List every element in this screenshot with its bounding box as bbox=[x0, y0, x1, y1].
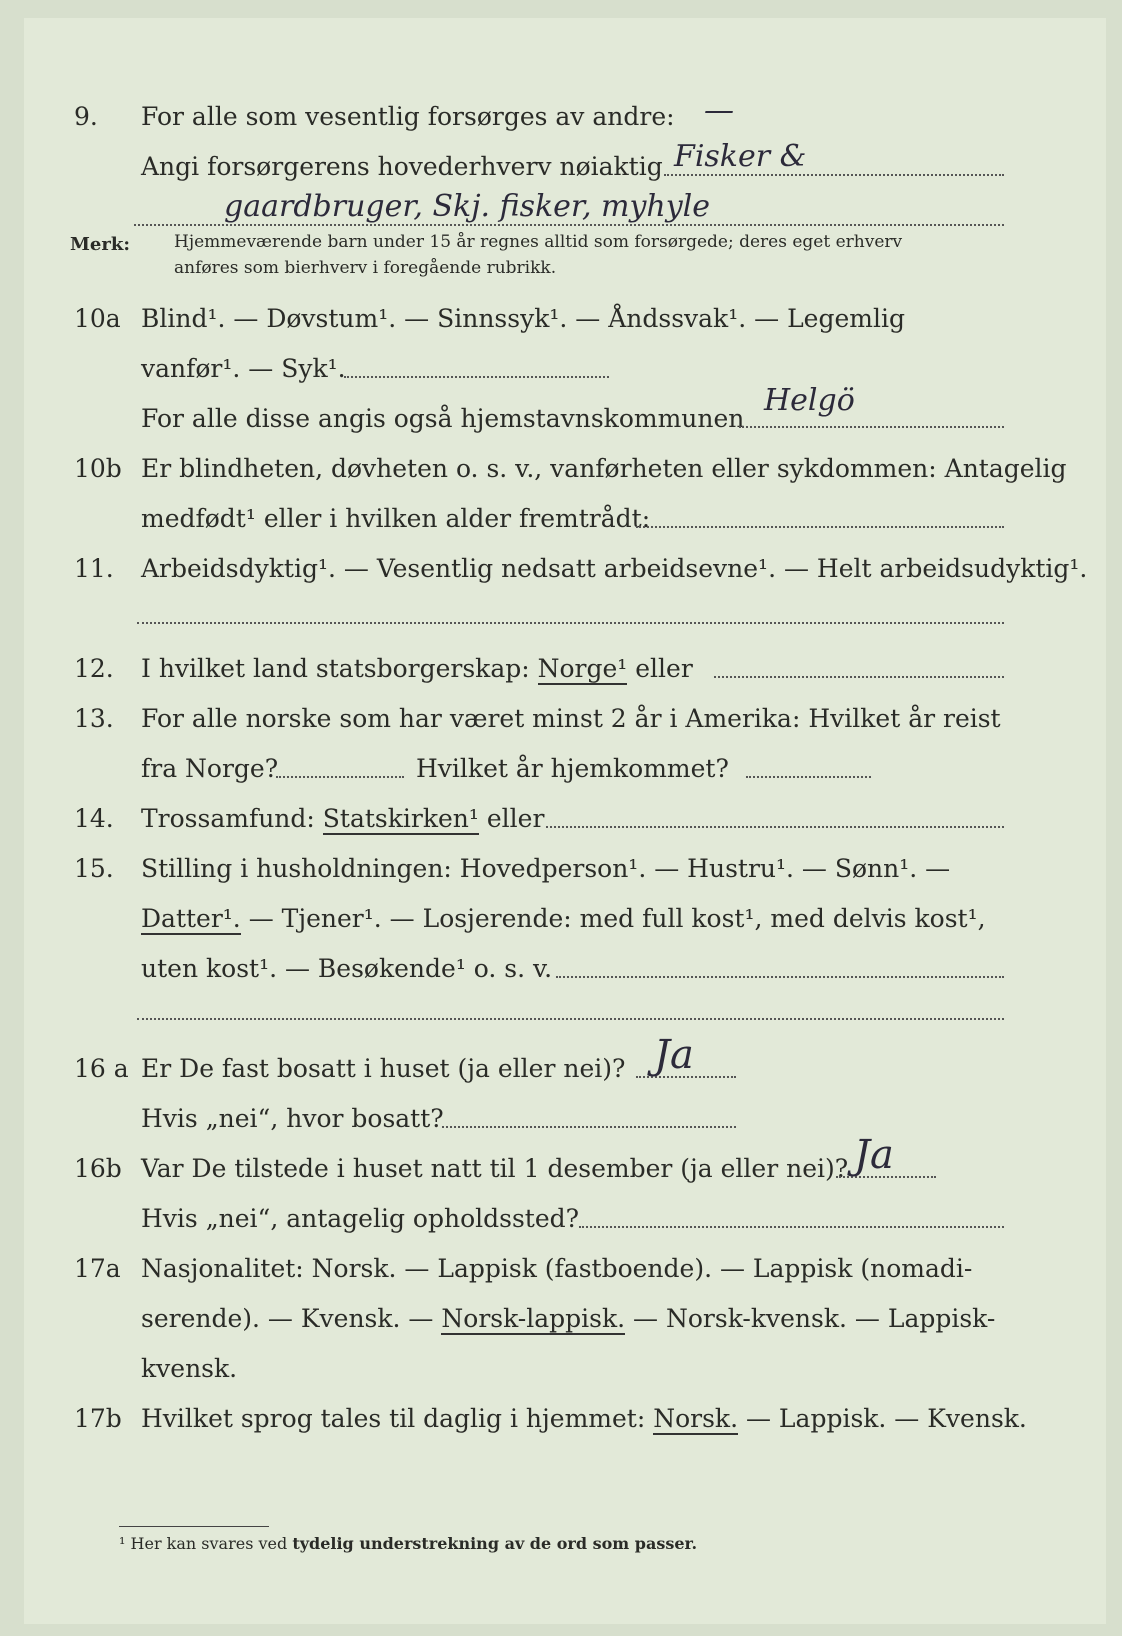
question-text: medfødt¹ eller i hvilken alder fremtrådt: bbox=[141, 504, 651, 533]
note-text: anføres som bierhverv i foregående rubrikk. bbox=[174, 258, 557, 278]
footnote bbox=[119, 1534, 697, 1553]
question-text-post: eller bbox=[635, 654, 693, 683]
answer-line bbox=[137, 1018, 1004, 1020]
answer-line bbox=[579, 1226, 1004, 1228]
question-text: For alle som vesentlig forsørges av andre: bbox=[141, 102, 675, 131]
census-form-page bbox=[24, 18, 1106, 1624]
question-number: 17a bbox=[74, 1254, 121, 1283]
question-text: Blind¹. — Døvstum¹. — Sinnssyk¹. — Åndssvak¹. — Legemlig bbox=[141, 304, 905, 333]
question-text-post: — Norsk-kvensk. — Lappisk- bbox=[633, 1304, 996, 1333]
question-text: Angi forsørgerens hovederhverv nøiaktig bbox=[141, 152, 663, 181]
handwritten-answer: Ja bbox=[654, 1032, 694, 1078]
question-number: 9. bbox=[74, 102, 98, 131]
question-text: Nasjonalitet: Norsk. — Lappisk (fastboende). — Lappisk (nomadi- bbox=[141, 1254, 973, 1283]
answer-line bbox=[556, 976, 1004, 978]
question-text: Er blindheten, døvheten o. s. v., vanførheten eller sykdommen: Antagelig bbox=[141, 454, 1067, 483]
handwritten-answer: Ja bbox=[854, 1132, 894, 1178]
answer-line bbox=[276, 776, 404, 778]
question-text bbox=[141, 1304, 995, 1334]
question-number: 16 a bbox=[74, 1054, 129, 1083]
question-text-post: — Lappisk. — Kvensk. bbox=[745, 1404, 1027, 1433]
handwritten-answer: gaardbruger, Skj. fisker, myhyle bbox=[224, 189, 711, 224]
question-text-pre: Hvilket sprog tales til daglig i hjemmet: bbox=[141, 1404, 646, 1433]
question-number: 17b bbox=[74, 1404, 122, 1433]
note-label: Merk: bbox=[70, 234, 130, 255]
footnote-text: Her kan svares ved bbox=[130, 1534, 288, 1553]
question-text: Stilling i husholdningen: Hovedperson¹. — Hustru¹. — Sønn¹. — bbox=[141, 854, 951, 883]
answer-line bbox=[344, 376, 609, 378]
question-text: For alle norske som har været minst 2 år i Amerika: Hvilket år reist bbox=[141, 704, 1001, 733]
question-text-pre: I hvilket land statsborgerskap: bbox=[141, 654, 530, 683]
question-text: Hvis „nei“, antagelig opholdssted? bbox=[141, 1204, 580, 1233]
handwritten-answer: Fisker & bbox=[674, 139, 807, 174]
question-number: 10b bbox=[74, 454, 122, 483]
question-number: 10a bbox=[74, 304, 121, 333]
question-text bbox=[141, 1404, 1027, 1434]
question-number: 12. bbox=[74, 654, 114, 683]
question-text: For alle disse angis også hjemstavnskommunen bbox=[141, 404, 745, 433]
answer-line bbox=[739, 426, 1004, 428]
question-text: Hvis „nei“, hvor bosatt? bbox=[141, 1104, 444, 1133]
question-number: 13. bbox=[74, 704, 114, 733]
answer-line bbox=[714, 676, 1004, 678]
question-text-post: eller bbox=[486, 804, 545, 833]
question-text: fra Norge? bbox=[141, 754, 279, 783]
question-text: vanfør¹. — Syk¹. bbox=[141, 354, 346, 383]
question-number: 14. bbox=[74, 804, 114, 833]
answer-line bbox=[442, 1126, 736, 1128]
question-text-cont: — Tjener¹. — Losjerende: med full kost¹, med delvis kost¹, bbox=[248, 904, 986, 933]
question-text-pre: Trossamfund: bbox=[141, 804, 315, 833]
answer-line bbox=[546, 826, 1004, 828]
question-text: Arbeidsdyktig¹. — Vesentlig nedsatt arbeidsevne¹. — Helt arbeidsudyktig¹. bbox=[141, 554, 1088, 583]
note-text: Hjemmeværende barn under 15 år regnes alltid som forsørgede; deres eget erhverv bbox=[174, 232, 903, 252]
question-text bbox=[141, 904, 986, 934]
handwritten-answer: Helgö bbox=[764, 383, 855, 418]
underlined-answer: Datter¹. bbox=[141, 904, 241, 933]
handwritten-dash: — bbox=[704, 93, 734, 128]
answer-line bbox=[664, 174, 1004, 176]
footnote-mark: ¹ bbox=[119, 1534, 126, 1553]
answer-line bbox=[746, 776, 871, 778]
answer-line bbox=[134, 224, 1004, 226]
underlined-answer: Norsk. bbox=[653, 1404, 739, 1433]
answer-line bbox=[636, 526, 1004, 528]
question-text bbox=[141, 654, 693, 684]
question-text-pre: serende). — Kvensk. — bbox=[141, 1304, 434, 1333]
question-text bbox=[141, 804, 544, 834]
question-text: Hvilket år hjemkommet? bbox=[416, 754, 729, 783]
question-text: Var De tilstede i huset natt til 1 desember (ja eller nei)? bbox=[141, 1154, 849, 1183]
question-number: 11. bbox=[74, 554, 114, 583]
answer-line bbox=[137, 622, 1004, 624]
underlined-answer: Statskirken¹ bbox=[322, 804, 479, 833]
footnote-bold-text: tydelig understrekning av de ord som passer. bbox=[292, 1534, 698, 1553]
question-text: uten kost¹. — Besøkende¹ o. s. v. bbox=[141, 954, 553, 983]
underlined-answer: Norge¹ bbox=[537, 654, 628, 683]
question-text: Er De fast bosatt i huset (ja eller nei)? bbox=[141, 1054, 626, 1083]
question-number: 16b bbox=[74, 1154, 122, 1183]
question-number: 15. bbox=[74, 854, 114, 883]
underlined-answer: Norsk-lappisk. bbox=[441, 1304, 626, 1333]
question-text: kvensk. bbox=[141, 1354, 238, 1383]
footnote-rule bbox=[119, 1526, 269, 1527]
